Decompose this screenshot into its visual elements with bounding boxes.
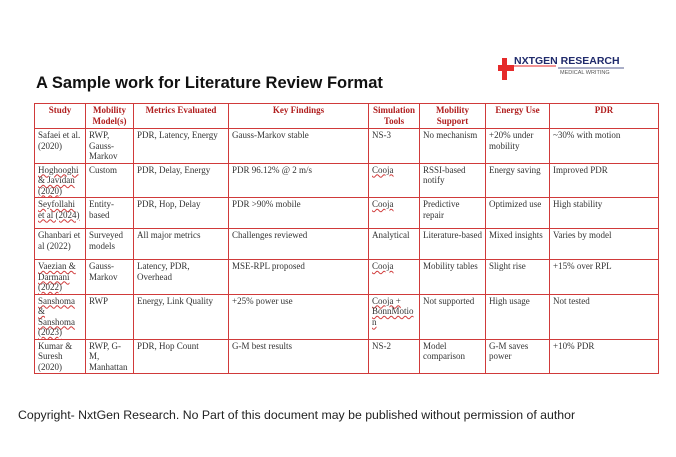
table-cell: All major metrics — [134, 229, 229, 260]
table-cell: Not supported — [420, 294, 486, 339]
page-title: A Sample work for Literature Review Format — [36, 74, 383, 92]
table-cell: PDR, Latency, Energy — [134, 129, 229, 164]
table-cell: Cooja — [369, 260, 420, 295]
column-header: Metrics Evaluated — [134, 104, 229, 129]
table-cell: RWP, G-M, Manhattan — [86, 339, 134, 374]
table-cell: +10% PDR — [550, 339, 659, 374]
table-cell: High usage — [486, 294, 550, 339]
table-cell: Mixed insights — [486, 229, 550, 260]
copyright-notice: Copyright- NxtGen Research. No Part of this document may be published without permission of author — [18, 408, 576, 422]
table-cell: MSE-RPL proposed — [229, 260, 369, 295]
table-cell: RSSI-based notify — [420, 163, 486, 198]
table-cell: High stability — [550, 198, 659, 229]
table-cell: +25% power use — [229, 294, 369, 339]
table-cell: +15% over RPL — [550, 260, 659, 295]
table-row — [35, 294, 659, 339]
literature-review-table — [34, 103, 659, 374]
table-cell: Analytical — [369, 229, 420, 260]
column-header: Study — [35, 104, 86, 129]
table-cell: Entity-based — [86, 198, 134, 229]
table-cell: Slight rise — [486, 260, 550, 295]
table-cell: PDR 96.12% @ 2 m/s — [229, 163, 369, 198]
table-cell: ~30% with motion — [550, 129, 659, 164]
table-cell: Sanshoma & Sanshoma (2023) — [35, 294, 86, 339]
table-cell: Cooja — [369, 198, 420, 229]
table-row — [35, 260, 659, 295]
table-cell: PDR, Hop, Delay — [134, 198, 229, 229]
table-header-row — [35, 104, 659, 129]
table-cell: G-M saves power — [486, 339, 550, 374]
table-cell: PDR, Hop Count — [134, 339, 229, 374]
table-cell: PDR >90% mobile — [229, 198, 369, 229]
table-cell: Ghanbari et al (2022) — [35, 229, 86, 260]
table-row — [35, 129, 659, 164]
table-cell: No mechanism — [420, 129, 486, 164]
logo-wordmark: NXTGEN RESEARCH — [514, 55, 620, 67]
column-header: PDR — [550, 104, 659, 129]
column-header: Energy Use — [486, 104, 550, 129]
table-cell: RWP — [86, 294, 134, 339]
table-cell: Vaezian & Darmani (2022) — [35, 260, 86, 295]
table-cell: Custom — [86, 163, 134, 198]
table-cell: PDR, Delay, Energy — [134, 163, 229, 198]
table-cell: Gauss-Markov stable — [229, 129, 369, 164]
table-cell: Model comparison — [420, 339, 486, 374]
table-cell: Hoghooghi & Javidan (2020) — [35, 163, 86, 198]
table-row — [35, 339, 659, 374]
column-header: Key Findings — [229, 104, 369, 129]
table-cell: Challenges reviewed — [229, 229, 369, 260]
table-cell: Optimized use — [486, 198, 550, 229]
logo-tagline: MEDICAL WRITING — [560, 70, 610, 76]
table-cell: Predictive repair — [420, 198, 486, 229]
table-cell: Seyfollahi et al (2024) — [35, 198, 86, 229]
nxtgen-logo — [498, 52, 628, 86]
table-cell: Cooja — [369, 163, 420, 198]
table-cell: Literature-based — [420, 229, 486, 260]
table-cell: G-M best results — [229, 339, 369, 374]
table-row — [35, 229, 659, 260]
table-row — [35, 198, 659, 229]
column-header: Mobility Support — [420, 104, 486, 129]
table-row — [35, 163, 659, 198]
table-cell: NS-2 — [369, 339, 420, 374]
table-cell: Gauss-Markov — [86, 260, 134, 295]
table-cell: Surveyed models — [86, 229, 134, 260]
column-header: Simulation Tools — [369, 104, 420, 129]
table-cell: Cooja + BonnMotion — [369, 294, 420, 339]
table-cell: Safaei et al. (2020) — [35, 129, 86, 164]
column-header: Mobility Model(s) — [86, 104, 134, 129]
table-cell: Latency, PDR, Overhead — [134, 260, 229, 295]
table-cell: Varies by model — [550, 229, 659, 260]
table-cell: Kumar & Suresh (2020) — [35, 339, 86, 374]
table-cell: Mobility tables — [420, 260, 486, 295]
table-cell: Energy, Link Quality — [134, 294, 229, 339]
table-cell: Not tested — [550, 294, 659, 339]
table-cell: NS-3 — [369, 129, 420, 164]
table-cell: Energy saving — [486, 163, 550, 198]
table-cell: +20% under mobility — [486, 129, 550, 164]
table-cell: Improved PDR — [550, 163, 659, 198]
table-cell: RWP, Gauss-Markov — [86, 129, 134, 164]
